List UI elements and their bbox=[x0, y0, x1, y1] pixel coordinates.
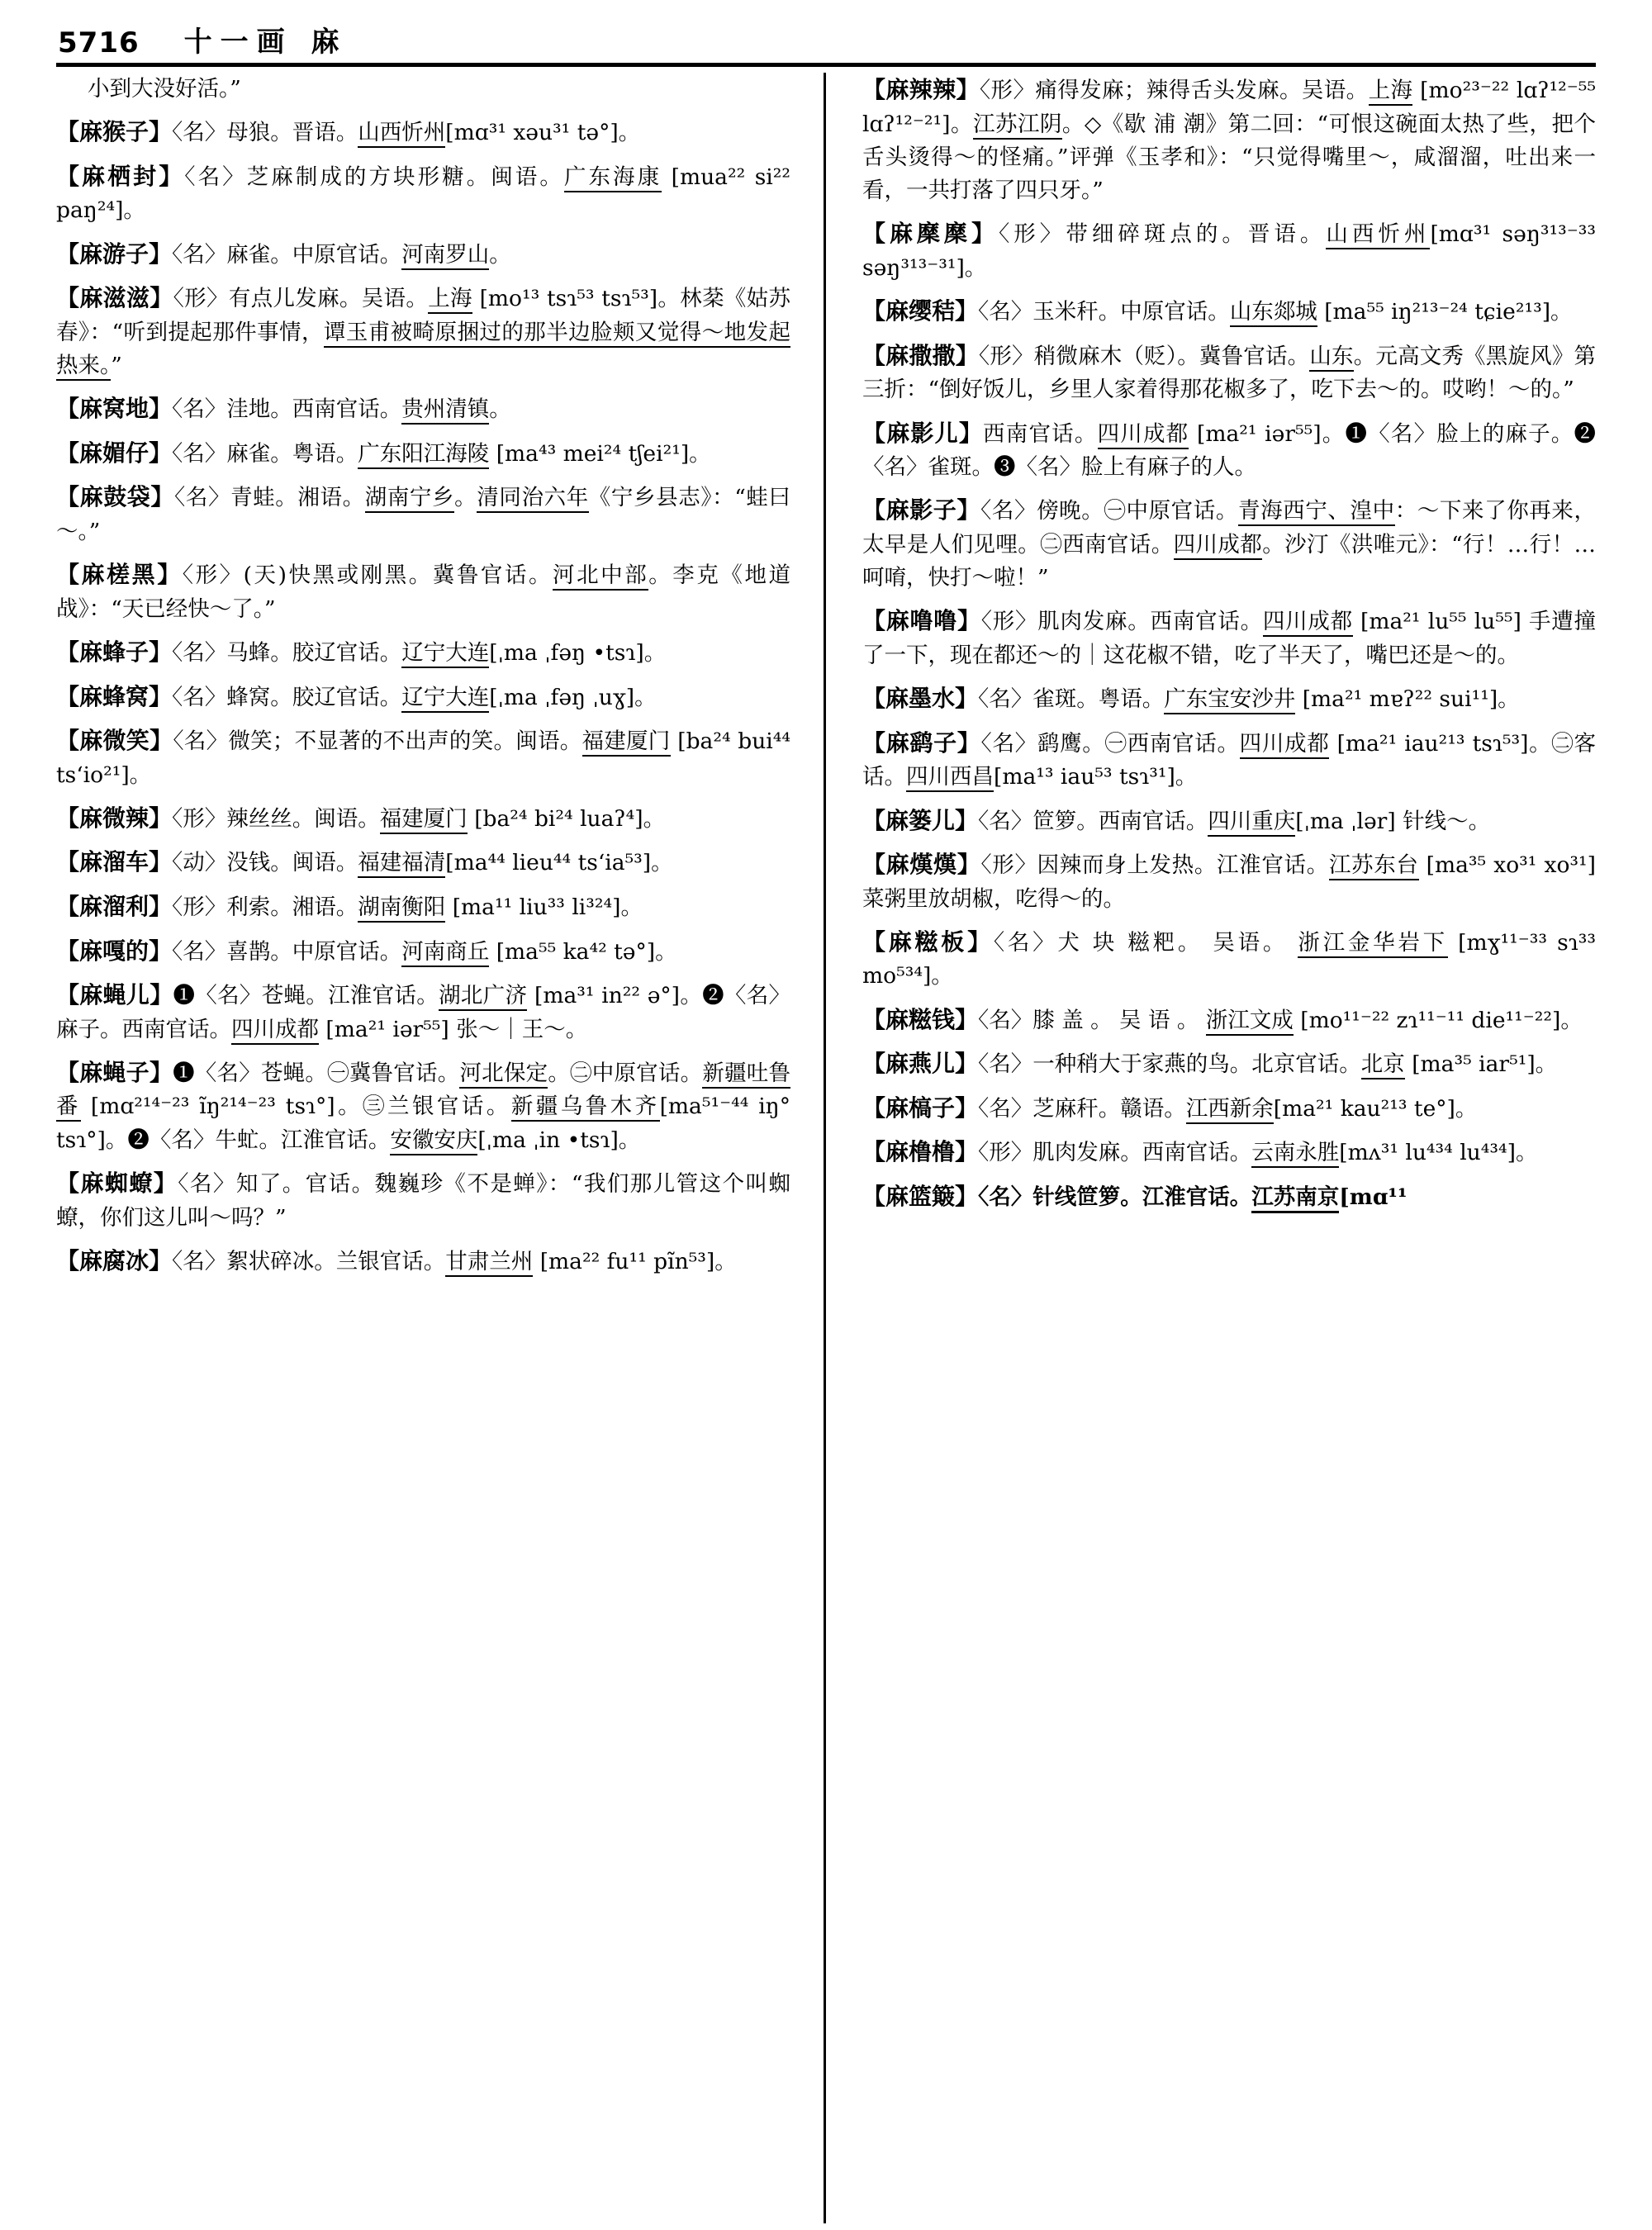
entry-definition: 〈名〉麻雀。中原官话。河南罗山。 bbox=[172, 242, 511, 270]
dictionary-entry bbox=[862, 1003, 1596, 1038]
dictionary-entry bbox=[862, 1179, 1596, 1215]
dictionary-entry bbox=[56, 391, 790, 427]
entry-headword: 【麻媚仔】 bbox=[56, 439, 173, 467]
entry-definition: 〈名〉傍晚。㊀中原官话。青海西宁、湟中：～下来了你再来，太早是人们见哩。㊁西南官话。四川成都。沙汀《洪唯元》：“行！…行！…呵唷，快打～啦！” bbox=[862, 498, 1597, 591]
entry-definition: 〈名〉犬 块 糍粑。 吴语。 浙江金华岩下 [mɣ¹¹⁻³³ sɿ³³ mo⁵³⁴]。 bbox=[862, 929, 1597, 989]
entry-definition: 〈名〉一种稍大于家燕的鸟。北京官话。北京 [ma³⁵ iar⁵¹]。 bbox=[978, 1051, 1557, 1079]
entry-definition: 〈名〉膝 盖 。 吴 语 。 浙江文成 [mo¹¹⁻²² zɿ¹¹⁻¹¹ die¹¹⁻²²]。 bbox=[978, 1008, 1583, 1036]
entry-definition: 〈名〉鹞鹰。㊀西南官话。四川成都 [ma²¹ iau²¹³ tsɿ⁵³]。㊁客话。四川西昌[ma¹³ iau⁵³ tsɿ³¹]。 bbox=[862, 731, 1596, 793]
entry-definition: 〈名〉知了。官话。魏巍珍《不是蝉》：“我们那儿管这个叫蜘蟟，你们这儿叫～吗？” bbox=[56, 1170, 790, 1231]
entry-headword: 【麻鼓袋】 bbox=[56, 483, 175, 511]
dictionary-entry bbox=[862, 681, 1596, 717]
page-number: 5716 bbox=[58, 26, 140, 59]
entry-definition: 〈名〉芝麻秆。赣语。江西新余[ma²¹ kau²¹³ te°]。 bbox=[978, 1096, 1477, 1124]
entry-definition: 〈形〉稍微麻木（贬）。冀鲁官话。山东。元高文秀《黑旋风》第三折：“倒好饭儿，乡里人家着得那花椒多了，吃下去～的。哎哟！～的。” bbox=[862, 343, 1597, 403]
entry-headword: 【麻猴子】 bbox=[56, 118, 173, 146]
entry-headword: 【麻蜘蟟】 bbox=[56, 1169, 178, 1197]
entry-definition: ❶〈名〉苍蝇。江淮官话。湖北广济 [ma³¹ in²² ə°]。❷〈名〉麻子。西南官话。四川成都 [ma²¹ iər⁵⁵] 张～｜王～。 bbox=[56, 983, 790, 1045]
entry-definition: 〈名〉絮状碎冰。兰银官话。甘肃兰州 [ma²² fu¹¹ pĩn⁵³]。 bbox=[172, 1249, 737, 1277]
entry-definition: 〈名〉雀斑。粤语。广东宝安沙井 [ma²¹ mɐʔ²² sui¹¹]。 bbox=[978, 686, 1520, 714]
dictionary-entry bbox=[56, 159, 790, 228]
entry-headword: 【麻撒撒】 bbox=[862, 341, 979, 369]
entry-headword: 【麻篓儿】 bbox=[862, 806, 979, 834]
entry-headword: 【麻微笑】 bbox=[56, 727, 173, 755]
dictionary-entry bbox=[862, 294, 1596, 330]
entry-headword: 【麻墨水】 bbox=[862, 685, 979, 713]
dictionary-entry bbox=[862, 1046, 1596, 1082]
entry-definition: 〈名〉针线笸箩。江淮官话。江苏南京[mɑ¹¹ bbox=[978, 1184, 1408, 1213]
entry-definition: 〈名〉笸箩。西南官话。四川重庆[ˌma ˌlər] 针线～。 bbox=[978, 809, 1490, 837]
right-entry-list bbox=[862, 73, 1596, 1170]
dictionary-entry bbox=[56, 436, 790, 472]
entry-headword: 【麻噜噜】 bbox=[862, 607, 981, 635]
dictionary-entry bbox=[862, 1091, 1596, 1127]
dictionary-entry bbox=[862, 925, 1596, 994]
dictionary-entry bbox=[56, 281, 790, 382]
entry-headword: 【麻滋滋】 bbox=[56, 284, 173, 312]
dictionary-entry bbox=[862, 847, 1596, 916]
dictionary-entry bbox=[862, 726, 1596, 795]
dictionary-entry bbox=[862, 73, 1596, 207]
entry-headword: 【麻腐冰】 bbox=[56, 1246, 173, 1274]
entry-definition: 〈名〉洼地。西南官话。贵州清镇。 bbox=[172, 396, 511, 425]
entry-definition: 〈形〉有点儿发麻。吴语。上海 [mo¹³ tsɿ⁵³ tsɿ⁵³]。林棻《姑苏春》：“听到提起那件事情，谭玉甫被畸原捆过的那半边脸颊又觉得～地发起热来。” bbox=[56, 286, 790, 381]
dictionary-entry bbox=[862, 339, 1596, 407]
dictionary-entry bbox=[862, 1135, 1596, 1170]
entry-definition: 〈名〉蜂窝。胶辽官话。辽宁大连[ˌma ˌfəŋ ˌuɣ]。 bbox=[172, 685, 657, 713]
dictionary-entry bbox=[862, 493, 1596, 595]
header-rule bbox=[56, 63, 1596, 67]
entry-definition: 〈形〉痛得发麻；辣得舌头发麻。吴语。上海 [mo²³⁻²² lɑʔ¹²⁻⁵⁵ lɑʔ¹²⁻²¹]。江苏江阴。◇《歇 浦 潮》第二回：“可恨这碗面太热了些，把个舌头烫得～的怪痛。”评弹《玉孝和》：“只觉得嘴里～，咸溜溜，吐出来一看，一共打落了四只牙。” bbox=[862, 78, 1597, 204]
dictionary-entry bbox=[56, 724, 790, 792]
entry-definition: 〈名〉玉米秆。中原官话。山东郯城 [ma⁵⁵ iŋ²¹³⁻²⁴ tɕie²¹³]。 bbox=[978, 299, 1573, 327]
entry-definition: 〈名〉微笑；不显著的不出声的笑。闽语。福建厦门 [ba²⁴ bui⁴⁴ tsʻio²¹]。 bbox=[56, 728, 791, 788]
entry-headword: 【麻蜂子】 bbox=[56, 638, 173, 666]
entry-definition: 〈形〉因辣而身上发热。江淮官话。江苏东台 [ma³⁵ xo³¹ xo³¹]菜粥里放胡椒，吃得～的。 bbox=[862, 852, 1596, 912]
entry-headword: 【麻篮簸】 bbox=[862, 1182, 979, 1210]
entry-definition: 〈名〉麻雀。粤语。广东阳江海陵 [ma⁴³ mei²⁴ tʃei²¹]。 bbox=[172, 441, 711, 469]
dictionary-entry bbox=[862, 216, 1596, 285]
entry-definition: 〈名〉马蜂。胶辽官话。辽宁大连[ˌma ˌfəŋ •tsɿ]。 bbox=[172, 640, 666, 668]
dictionary-entry bbox=[56, 890, 790, 925]
entry-headword: 【麻蜂窝】 bbox=[56, 682, 173, 710]
left-entry-list bbox=[56, 115, 790, 1279]
dictionary-entry bbox=[56, 801, 790, 837]
dictionary-entry bbox=[56, 115, 790, 150]
entry-headword: 【麻槁子】 bbox=[862, 1094, 979, 1122]
entry-headword: 【麻嘎的】 bbox=[56, 937, 173, 965]
dictionary-entry bbox=[56, 1056, 790, 1157]
entry-headword: 【麻溜车】 bbox=[56, 848, 173, 876]
dictionary-entry bbox=[56, 1166, 790, 1235]
dictionary-entry bbox=[56, 680, 790, 715]
dictionary-entry bbox=[56, 237, 790, 273]
entry-definition: 〈形〉肌肉发麻。西南官话。云南永胜[mʌ³¹ lu⁴³⁴ lu⁴³⁴]。 bbox=[978, 1140, 1537, 1168]
entry-headword: 【麻溜利】 bbox=[56, 892, 173, 920]
dictionary-entry bbox=[56, 635, 790, 671]
dictionary-entry bbox=[862, 416, 1596, 485]
entry-definition: ❶〈名〉苍蝇。㊀冀鲁官话。河北保定。㊁中原官话。新疆吐鲁番 [mɑ²¹⁴⁻²³ ĩŋ²¹⁴⁻²³ tsɿ°]。㊂兰银官话。新疆乌鲁木齐[ma⁵¹⁻⁴⁴ iŋ° tsɿ°]。❷〈名〉牛虻。江淮官话。安徽安庆[ˌma ˌin •tsɿ]。 bbox=[56, 1060, 790, 1155]
dictionary-entry bbox=[56, 845, 790, 880]
entry-headword: 【麻蝇子】 bbox=[56, 1058, 173, 1086]
dictionary-entry bbox=[862, 604, 1596, 672]
entry-headword: 【麻槎黑】 bbox=[56, 561, 183, 589]
entry-headword: 【麻微辣】 bbox=[56, 804, 173, 832]
entry-definition: 〈形〉带细碎斑点的。晋语。山西忻州[mɑ³¹ səŋ³¹³⁻³³ səŋ³¹³⁻³¹]。 bbox=[862, 221, 1596, 281]
entry-definition: 〈形〉利索。湘语。湖南衡阳 [ma¹¹ liu³³ li³²⁴]。 bbox=[172, 894, 643, 923]
entry-headword: 【麻游子】 bbox=[56, 240, 173, 268]
entry-headword: 【麻燕儿】 bbox=[862, 1050, 979, 1078]
radical-heading: 十一画 麻 bbox=[183, 26, 348, 59]
right-column bbox=[826, 73, 1596, 2223]
continuation-text: 小到大没好活。” bbox=[88, 76, 241, 102]
page-header bbox=[58, 15, 1594, 59]
entry-definition: 〈动〉没钱。闽语。福建福清[ma⁴⁴ lieu⁴⁴ tsʻia⁵³]。 bbox=[172, 850, 673, 878]
entry-headword: 【麻缨秸】 bbox=[862, 297, 979, 325]
entry-definition: 〈形〉辣丝丝。闽语。福建厦门 [ba²⁴ bi²⁴ luaʔ⁴]。 bbox=[172, 806, 665, 834]
entry-definition: 〈名〉芝麻制成的方块形糖。闽语。广东海康 [mua²² si²² paŋ²⁴]。 bbox=[56, 164, 791, 224]
entry-definition: 〈名〉喜鹊。中原官话。河南商丘 [ma⁵⁵ ka⁴² tə°]。 bbox=[172, 939, 677, 967]
entry-headword: 【麻蝇儿】 bbox=[56, 981, 173, 1009]
entry-headword: 【麻熯熯】 bbox=[862, 851, 981, 879]
entry-definition: 〈形〉(天)快黑或刚黑。冀鲁官话。河北中部。李克《地道战》：“天已经快～了。” bbox=[56, 562, 790, 622]
entry-definition: 〈形〉肌肉发麻。西南官话。四川成都 [ma²¹ lu⁵⁵ lu⁵⁵] 手遭撞了一下，现在都还～的｜这花椒不错，吃了半天了，嘴巴还是～的。 bbox=[862, 609, 1597, 668]
dictionary-entry bbox=[56, 558, 790, 626]
dictionary-entry bbox=[56, 934, 790, 970]
entry-definition: 〈名〉母狼。晋语。山西忻州[mɑ³¹ xəu³¹ tə°]。 bbox=[172, 120, 640, 148]
entry-headword: 【麻影儿】 bbox=[862, 419, 984, 447]
entry-headword: 【麻鹞子】 bbox=[862, 728, 981, 757]
entry-headword: 【麻影子】 bbox=[862, 496, 981, 524]
dictionary-entry bbox=[56, 1244, 790, 1279]
entry-headword: 【麻穈穈】 bbox=[862, 220, 999, 248]
entry-headword: 【麻栖封】 bbox=[56, 162, 185, 190]
entry-headword: 【麻糍板】 bbox=[862, 928, 994, 956]
entry-headword: 【麻糍钱】 bbox=[862, 1005, 979, 1033]
text-columns bbox=[56, 73, 1596, 2223]
entry-definition: 西南官话。四川成都 [ma²¹ iər⁵⁵]。❶〈名〉脸上的麻子。❷〈名〉雀斑。❸〈名〉脸上有麻子的人。 bbox=[862, 420, 1597, 481]
right-last-entry bbox=[862, 1179, 1596, 1215]
entry-headword: 【麻窝地】 bbox=[56, 395, 173, 423]
entry-definition: 〈名〉青蛙。湘语。湖南宁乡。清同治六年《宁乡县志》：“蛙曰～。” bbox=[56, 485, 791, 544]
dictionary-entry bbox=[862, 804, 1596, 839]
entry-headword: 【麻辣辣】 bbox=[862, 76, 980, 103]
entry-headword: 【麻橹橹】 bbox=[862, 1138, 979, 1166]
left-column bbox=[56, 73, 826, 2223]
dictionary-entry bbox=[56, 978, 790, 1046]
dictionary-entry bbox=[56, 480, 790, 548]
